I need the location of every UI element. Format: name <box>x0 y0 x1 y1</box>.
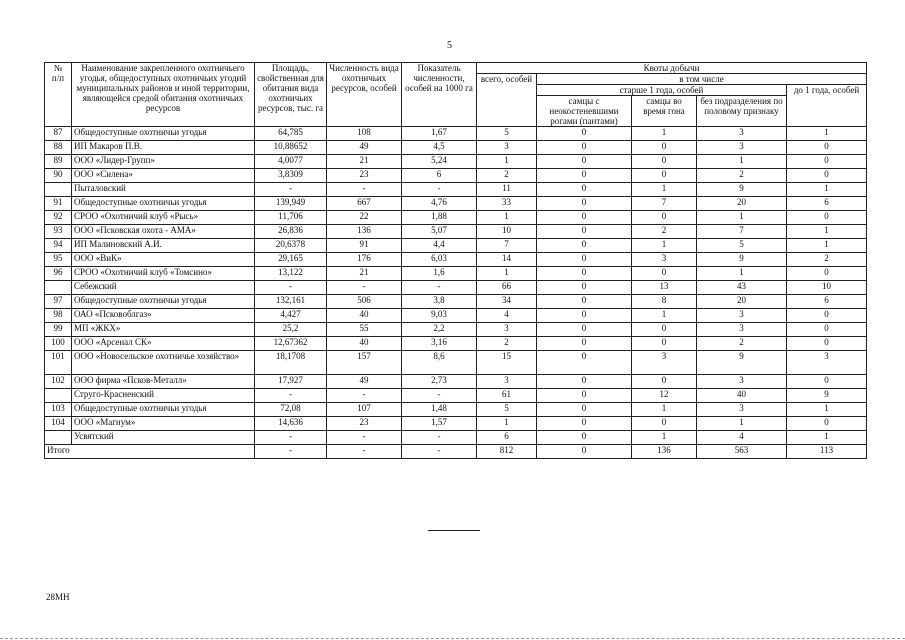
cell-num: 103 <box>45 403 72 417</box>
cell-area: 139,949 <box>255 197 327 211</box>
table-row <box>45 417 867 431</box>
page-number: 5 <box>447 40 452 51</box>
cell-area: 64,785 <box>255 127 327 141</box>
cell-dens: 8,6 <box>402 351 477 375</box>
cell-pop: 40 <box>327 337 402 351</box>
table-row <box>45 389 867 403</box>
cell-num: 94 <box>45 239 72 253</box>
table-row <box>45 211 867 225</box>
cell-num <box>45 431 72 445</box>
header-no-sex: без подразделения по половому признаку <box>697 96 787 127</box>
cell-num: 89 <box>45 155 72 169</box>
cell-m2: 0 <box>632 155 697 169</box>
cell-dens: 5,24 <box>402 155 477 169</box>
cell-total: 1 <box>477 267 537 281</box>
cell-dens: - <box>402 389 477 403</box>
cell-dens: 4,4 <box>402 239 477 253</box>
cell-m1: 0 <box>537 141 632 155</box>
cell-m1: 0 <box>537 403 632 417</box>
cell-m2: 1 <box>632 127 697 141</box>
cell-y: 10 <box>787 281 867 295</box>
cell-total: 1 <box>477 417 537 431</box>
header-population: Численность вида охотничьих ресурсов, особей <box>327 63 402 127</box>
footer-code: 28МН <box>46 592 70 602</box>
cell-total: 66 <box>477 281 537 295</box>
header-males-antlers: самцы с неокостеневшими рогами (пантами) <box>537 96 632 127</box>
cell-m3: 3 <box>697 309 787 323</box>
cell-m3: 7 <box>697 225 787 239</box>
cell-m2: 0 <box>632 375 697 389</box>
cell-m3: 9 <box>697 351 787 375</box>
table-row <box>45 403 867 417</box>
cell-m3: 5 <box>697 239 787 253</box>
cell-num: 87 <box>45 127 72 141</box>
header-young: до 1 года, особей <box>787 85 867 127</box>
total-dens: - <box>402 445 477 459</box>
cell-area: 72,08 <box>255 403 327 417</box>
cell-y: 0 <box>787 417 867 431</box>
cell-y: 0 <box>787 309 867 323</box>
cell-pop: 21 <box>327 155 402 169</box>
cell-area: - <box>255 431 327 445</box>
cell-total: 2 <box>477 169 537 183</box>
cell-num: 95 <box>45 253 72 267</box>
cell-num: 104 <box>45 417 72 431</box>
cell-m1: 0 <box>537 281 632 295</box>
cell-pop: - <box>327 281 402 295</box>
cell-pop: - <box>327 389 402 403</box>
cell-pop: 40 <box>327 309 402 323</box>
cell-total: 1 <box>477 155 537 169</box>
table-row <box>45 337 867 351</box>
cell-m3: 3 <box>697 141 787 155</box>
cell-dens: 3,8 <box>402 295 477 309</box>
cell-y: 1 <box>787 239 867 253</box>
cell-m3: 20 <box>697 197 787 211</box>
cell-total: 6 <box>477 431 537 445</box>
cell-m1: 0 <box>537 169 632 183</box>
cell-m1: 0 <box>537 267 632 281</box>
cell-dens: 3,16 <box>402 337 477 351</box>
cell-m3: 2 <box>697 337 787 351</box>
header-quotas: Квоты добычи <box>477 63 867 74</box>
cell-area: 20,6378 <box>255 239 327 253</box>
cell-m2: 0 <box>632 211 697 225</box>
cell-num <box>45 281 72 295</box>
cell-pop: 91 <box>327 239 402 253</box>
table-row <box>45 239 867 253</box>
cell-m3: 9 <box>697 253 787 267</box>
cell-m2: 7 <box>632 197 697 211</box>
cell-m2: 1 <box>632 183 697 197</box>
cell-m2: 0 <box>632 141 697 155</box>
cell-area: 4,427 <box>255 309 327 323</box>
cell-dens: 2,73 <box>402 375 477 389</box>
cell-dens: - <box>402 183 477 197</box>
cell-area: 3,8309 <box>255 169 327 183</box>
cell-y: 1 <box>787 225 867 239</box>
cell-name: ИП Малиновский А.И. <box>72 239 255 253</box>
table-row <box>45 183 867 197</box>
cell-name: Общедоступные охотничьи угодья <box>72 403 255 417</box>
table-row <box>45 431 867 445</box>
cell-y: 0 <box>787 169 867 183</box>
cell-area: 13,122 <box>255 267 327 281</box>
cell-total: 15 <box>477 351 537 375</box>
cell-y: 6 <box>787 197 867 211</box>
cell-m2: 0 <box>632 337 697 351</box>
cell-num: 90 <box>45 169 72 183</box>
cell-total: 1 <box>477 211 537 225</box>
cell-num: 96 <box>45 267 72 281</box>
cell-m3: 2 <box>697 169 787 183</box>
cell-y: 0 <box>787 155 867 169</box>
cell-pop: 157 <box>327 351 402 375</box>
cell-m1: 0 <box>537 389 632 403</box>
cell-y: 0 <box>787 375 867 389</box>
cell-m1: 0 <box>537 337 632 351</box>
cell-pop: 22 <box>327 211 402 225</box>
cell-area: 18,1708 <box>255 351 327 375</box>
table-row <box>45 295 867 309</box>
header-total: всего, особей <box>477 74 537 127</box>
cell-m1: 0 <box>537 127 632 141</box>
cell-dens: 5,07 <box>402 225 477 239</box>
cell-m3: 3 <box>697 375 787 389</box>
quota-table <box>44 62 867 459</box>
cell-m2: 2 <box>632 225 697 239</box>
cell-name: ООО «Магнум» <box>72 417 255 431</box>
cell-m2: 1 <box>632 309 697 323</box>
cell-name: ООО «Силена» <box>72 169 255 183</box>
cell-y: 0 <box>787 267 867 281</box>
cell-m2: 8 <box>632 295 697 309</box>
cell-name: СРОО «Охотничий клуб «Рысь» <box>72 211 255 225</box>
cell-pop: 23 <box>327 169 402 183</box>
cell-pop: 23 <box>327 417 402 431</box>
cell-m3: 1 <box>697 211 787 225</box>
cell-pop: 49 <box>327 141 402 155</box>
cell-y: 1 <box>787 183 867 197</box>
cell-name: МП «ЖКХ» <box>72 323 255 337</box>
cell-y: 3 <box>787 351 867 375</box>
cell-total: 14 <box>477 253 537 267</box>
cell-m2: 13 <box>632 281 697 295</box>
cell-dens: 1,6 <box>402 267 477 281</box>
cell-total: 3 <box>477 375 537 389</box>
cell-dens: 6 <box>402 169 477 183</box>
cell-area: 4,0077 <box>255 155 327 169</box>
table-row <box>45 281 867 295</box>
cell-num: 101 <box>45 351 72 375</box>
cell-m3: 4 <box>697 431 787 445</box>
cell-name: Усвятский <box>72 431 255 445</box>
header-males-rut: самцы во время гона <box>632 96 697 127</box>
cell-m1: 0 <box>537 431 632 445</box>
cell-num: 98 <box>45 309 72 323</box>
cell-num <box>45 389 72 403</box>
cell-m1: 0 <box>537 375 632 389</box>
cell-m2: 3 <box>632 253 697 267</box>
cell-name: СРОО «Охотничий клуб «Томсино» <box>72 267 255 281</box>
table-row <box>45 253 867 267</box>
cell-num: 102 <box>45 375 72 389</box>
cell-pop: 108 <box>327 127 402 141</box>
cell-total: 34 <box>477 295 537 309</box>
table-row <box>45 309 867 323</box>
cell-dens: 9,03 <box>402 309 477 323</box>
table-row <box>45 169 867 183</box>
cell-name: ООО «Арсенал СК» <box>72 337 255 351</box>
total-pop: - <box>327 445 402 459</box>
cell-total: 5 <box>477 403 537 417</box>
table-row <box>45 155 867 169</box>
cell-name: Общедоступные охотничьи угодья <box>72 295 255 309</box>
cell-y: 1 <box>787 127 867 141</box>
cell-m3: 3 <box>697 323 787 337</box>
cell-dens: 4,76 <box>402 197 477 211</box>
cell-area: 25,2 <box>255 323 327 337</box>
total-y: 113 <box>787 445 867 459</box>
cell-num: 88 <box>45 141 72 155</box>
cell-name: ООО «ВиК» <box>72 253 255 267</box>
cell-pop: - <box>327 183 402 197</box>
cell-total: 2 <box>477 337 537 351</box>
cell-m3: 43 <box>697 281 787 295</box>
cell-name: ООО «Псковская охота - АМА» <box>72 225 255 239</box>
cell-pop: 21 <box>327 267 402 281</box>
cell-m2: 0 <box>632 323 697 337</box>
cell-total: 3 <box>477 141 537 155</box>
header-num-text: № п/п <box>51 63 65 83</box>
cell-num: 100 <box>45 337 72 351</box>
cell-name: Общедоступные охотничьи угодья <box>72 127 255 141</box>
cell-total: 10 <box>477 225 537 239</box>
cell-area: - <box>255 389 327 403</box>
cell-y: 0 <box>787 337 867 351</box>
cell-m1: 0 <box>537 351 632 375</box>
table-row <box>45 197 867 211</box>
cell-m1: 0 <box>537 309 632 323</box>
cell-y: 0 <box>787 141 867 155</box>
total-row <box>45 445 867 459</box>
total-m2: 136 <box>632 445 697 459</box>
cell-name: ООО фирма «Псков-Металл» <box>72 375 255 389</box>
cell-m2: 3 <box>632 351 697 375</box>
cell-m2: 1 <box>632 239 697 253</box>
cell-area: 26,836 <box>255 225 327 239</box>
cell-m1: 0 <box>537 155 632 169</box>
cell-num: 91 <box>45 197 72 211</box>
header-num <box>45 63 72 127</box>
header-older: старше 1 года, особей <box>537 85 787 96</box>
cell-area: 132,161 <box>255 295 327 309</box>
cell-total: 4 <box>477 309 537 323</box>
cell-y: 6 <box>787 295 867 309</box>
cell-pop: - <box>327 431 402 445</box>
cell-m1: 0 <box>537 253 632 267</box>
separator-rule <box>428 530 480 531</box>
cell-dens: 1,48 <box>402 403 477 417</box>
cell-m1: 0 <box>537 295 632 309</box>
cell-num: 99 <box>45 323 72 337</box>
total-area: - <box>255 445 327 459</box>
cell-m2: 1 <box>632 431 697 445</box>
cell-y: 0 <box>787 323 867 337</box>
cell-area: 17,927 <box>255 375 327 389</box>
cell-name: ООО «Лидер-Групп» <box>72 155 255 169</box>
cell-name: Пыталовский <box>72 183 255 197</box>
cell-name: Себежский <box>72 281 255 295</box>
cell-dens: 4,5 <box>402 141 477 155</box>
cell-area: - <box>255 281 327 295</box>
cell-m3: 9 <box>697 183 787 197</box>
cell-pop: 176 <box>327 253 402 267</box>
total-total: 812 <box>477 445 537 459</box>
cell-m1: 0 <box>537 323 632 337</box>
cell-dens: 1,67 <box>402 127 477 141</box>
table-body <box>45 127 867 459</box>
table-row <box>45 323 867 337</box>
table-row <box>45 351 867 375</box>
cell-area: 11,706 <box>255 211 327 225</box>
cell-m3: 3 <box>697 403 787 417</box>
cell-num <box>45 183 72 197</box>
cell-m2: 1 <box>632 403 697 417</box>
cell-pop: 506 <box>327 295 402 309</box>
cell-y: 9 <box>787 389 867 403</box>
cell-pop: 49 <box>327 375 402 389</box>
table-row <box>45 141 867 155</box>
table-row <box>45 225 867 239</box>
cell-pop: 136 <box>327 225 402 239</box>
cell-total: 61 <box>477 389 537 403</box>
total-m1: 0 <box>537 445 632 459</box>
cell-m3: 1 <box>697 417 787 431</box>
header-density: Показатель численности, особей на 1000 га <box>402 63 477 127</box>
cell-area: 10,88652 <box>255 141 327 155</box>
cell-m1: 0 <box>537 417 632 431</box>
cell-y: 1 <box>787 431 867 445</box>
cell-area: - <box>255 183 327 197</box>
cell-pop: 107 <box>327 403 402 417</box>
cell-y: 2 <box>787 253 867 267</box>
cell-y: 0 <box>787 211 867 225</box>
cell-m3: 40 <box>697 389 787 403</box>
cell-pop: 55 <box>327 323 402 337</box>
cell-dens: 1,57 <box>402 417 477 431</box>
header-including: в том числе <box>537 74 867 85</box>
cell-m1: 0 <box>537 183 632 197</box>
cell-area: 12,67362 <box>255 337 327 351</box>
cell-m2: 0 <box>632 267 697 281</box>
cell-area: 29,165 <box>255 253 327 267</box>
cell-name: Струго-Красненский <box>72 389 255 403</box>
cell-area: 14,636 <box>255 417 327 431</box>
cell-total: 7 <box>477 239 537 253</box>
header-name: Наименование закрепленного охотничьего угодья, общедоступных охотничьих угодий муниципальных районов и иной территории, являющейся средой обитания охотничьих ресурсов <box>72 63 255 127</box>
cell-total: 5 <box>477 127 537 141</box>
cell-name: ИП Макаров П.В. <box>72 141 255 155</box>
cell-m2: 12 <box>632 389 697 403</box>
cell-total: 11 <box>477 183 537 197</box>
total-label: Итого <box>45 445 255 459</box>
cell-m1: 0 <box>537 225 632 239</box>
cell-m1: 0 <box>537 211 632 225</box>
cell-m3: 1 <box>697 267 787 281</box>
cell-dens: - <box>402 281 477 295</box>
table-row <box>45 267 867 281</box>
cell-y: 1 <box>787 403 867 417</box>
cell-num: 93 <box>45 225 72 239</box>
cell-total: 3 <box>477 323 537 337</box>
table-row <box>45 375 867 389</box>
cell-dens: 6,03 <box>402 253 477 267</box>
table-row <box>45 127 867 141</box>
cell-m3: 1 <box>697 155 787 169</box>
cell-total: 33 <box>477 197 537 211</box>
cell-name: ОАО «Псковоблгаз» <box>72 309 255 323</box>
cell-num: 97 <box>45 295 72 309</box>
cell-dens: - <box>402 431 477 445</box>
cell-m2: 0 <box>632 417 697 431</box>
cell-dens: 1,88 <box>402 211 477 225</box>
header-area: Площадь, свойственная для обитания вида охотничьих ресурсов, тыс. га <box>255 63 327 127</box>
cell-pop: 667 <box>327 197 402 211</box>
cell-name: Общедоступные охотничьи угодья <box>72 197 255 211</box>
cell-m1: 0 <box>537 239 632 253</box>
cell-m3: 3 <box>697 127 787 141</box>
cell-m2: 0 <box>632 169 697 183</box>
cell-name: ООО «Новосельское охотничье хозяйство» <box>72 351 255 375</box>
cell-num: 92 <box>45 211 72 225</box>
page-edge <box>0 638 905 639</box>
cell-m3: 20 <box>697 295 787 309</box>
cell-dens: 2,2 <box>402 323 477 337</box>
total-m3: 563 <box>697 445 787 459</box>
cell-m1: 0 <box>537 197 632 211</box>
